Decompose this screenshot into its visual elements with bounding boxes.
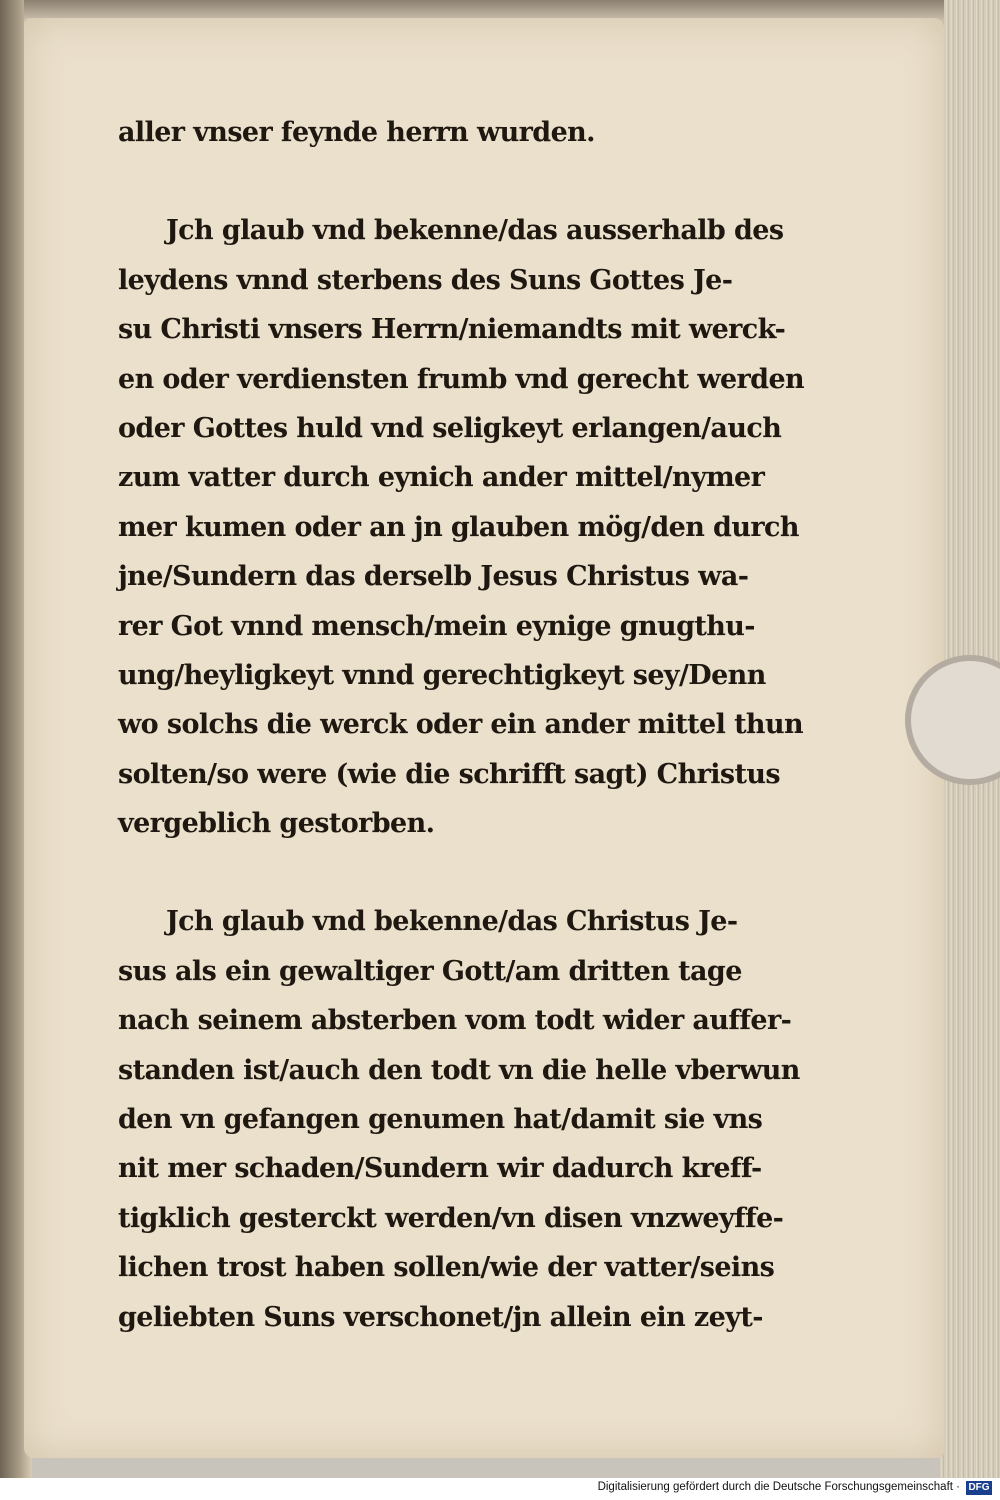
text-line: jne/Sundern das derselb Jesus Christus wa- — [118, 561, 749, 593]
text-line: nach seinem absterben vom todt wider auffer- — [118, 1005, 792, 1037]
text-line: tigklich gesterckt werden/vn disen vnzweyffe- — [118, 1202, 784, 1234]
text-line: Jch glaub vnd bekenne/das ausserhalb des — [166, 215, 784, 247]
text-line: zum vatter durch eynich ander mittel/nymer — [118, 462, 765, 494]
text-line: geliebten Suns verschonet/jn allein ein zeyt- — [118, 1301, 763, 1333]
text-line: aller vnser feynde herrn wurden. — [118, 117, 595, 148]
text-line: Jch glaub vnd bekenne/das Christus Je- — [166, 906, 738, 938]
text-line: nit mer schaden/Sundern wir dadurch kreff- — [118, 1153, 762, 1185]
text-line: rer Got vnnd mensch/mein eynige gnugthu- — [118, 610, 755, 642]
text-line: vergeblich gestorben. — [118, 808, 435, 840]
paragraph-gap — [118, 157, 878, 206]
page-text — [118, 108, 878, 1342]
text-line: leydens vnnd sterbens des Suns Gottes Je- — [118, 264, 733, 296]
text-line: sus als ein gewaltiger Gott/am dritten tage — [118, 955, 742, 987]
text-line: lichen trost haben sollen/wie der vatter/seins — [118, 1252, 775, 1284]
text-line: standen ist/auch den todt vn die helle vberwun — [118, 1054, 800, 1086]
dfg-logo: DFG — [966, 1481, 992, 1495]
text-line: den vn gefangen genumen hat/damit sie vns — [118, 1104, 763, 1136]
text-line: solten/so were (wie die schrifft sagt) Christus — [118, 758, 780, 790]
text-line: mer kumen oder an jn glauben mög/den durch — [118, 511, 799, 543]
text-line: oder Gottes huld vnd seligkeyt erlangen/auch — [118, 412, 782, 444]
text-line: en oder verdiensten frumb vnd gerecht werden — [118, 363, 805, 395]
footer-credit: Digitalisierung gefördert durch die Deutsche Forschungsgemeinschaft · — [597, 1481, 960, 1493]
text-line: su Christi vnsers Herrn/niemandts mit werck- — [118, 314, 786, 346]
text-line: ung/heyligkeyt vnnd gerechtigkeyt sey/Denn — [118, 659, 766, 691]
paragraph-gap — [118, 848, 878, 897]
text-line: wo solchs die werck oder ein ander mittel thun — [118, 709, 804, 741]
